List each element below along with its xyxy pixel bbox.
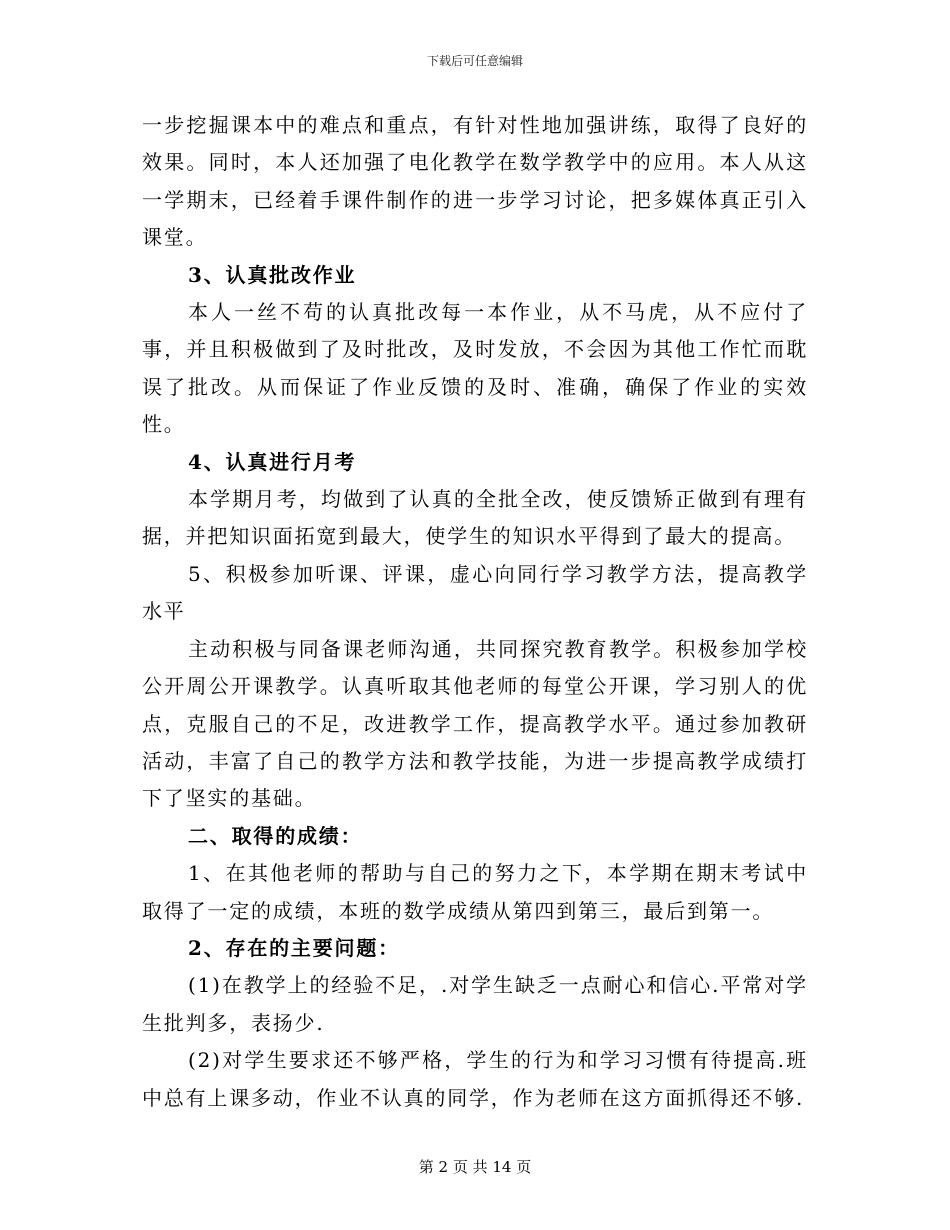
paragraph-problem-1: (1)在教学上的经验不足，.对学生缺乏一点耐心和信心.平常对学生批判多，表扬少. [142,973,808,1035]
page-header: 下载后可任意编辑 [426,54,523,68]
paragraph-continuation: 一步挖掘课本中的难点和重点，有针对性地加强讲练，取得了良好的效果。同时，本人还加强了电化教学在数学教学中的应用。本人从这一学期末，已经着手课件制作的进一步学习讨论，把多媒体真正引入课堂。 [142,113,808,250]
heading-main-problems: 2、存在的主要问题： [188,935,400,960]
paragraph-lesson-observation-title: 5、积极参加听课、评课，虚心向同行学习教学方法，提高教学水平 [142,561,808,624]
paragraph-achievements: 1、在其他老师的帮助与自己的努力之下，本学期在期末考试中取得了一定的成绩，本班的数学成绩从第四到第三，最后到第一。 [142,861,808,923]
paragraph-monthly-exam: 本学期月考，均做到了认真的全批全改，使反馈矫正做到有理有据，并把知识面拓宽到最大，使学生的知识水平得到了最大的提高。 [142,487,808,549]
paragraph-lesson-observation: 主动积极与同备课老师沟通，共同探究教育教学。积极参加学校公开周公开课教学。认真听取其他老师的每堂公开课，学习别人的优点，克服自己的不足，改进教学工作，提高教学水平。通过参加教研活动，丰富了自己的教学方法和教学技能，为进一步提高教学成绩打下了坚实的基础。 [142,636,808,811]
paragraph-grading-homework: 本人一丝不苟的认真批改每一本作业，从不马虎，从不应付了事，并且积极做到了及时批改，及时发放，不会因为其他工作忙而耽误了批改。从而保证了作业反馈的及时、准确，确保了作业的实效性。 [142,300,808,437]
document-body [142,107,808,1117]
page-number: 第 2 页 共 14 页 [418,1158,532,1176]
heading-monthly-exam: 4、认真进行月考 [188,449,357,474]
heading-grading-homework: 3、认真批改作业 [188,262,357,287]
paragraph-problem-2: (2)对学生要求还不够严格，学生的行为和学习习惯有待提高.班中总有上课多动，作业不认真的同学，作为老师在这方面抓得还不够. [142,1048,808,1110]
heading-achievements: 二、取得的成绩： [188,823,363,848]
